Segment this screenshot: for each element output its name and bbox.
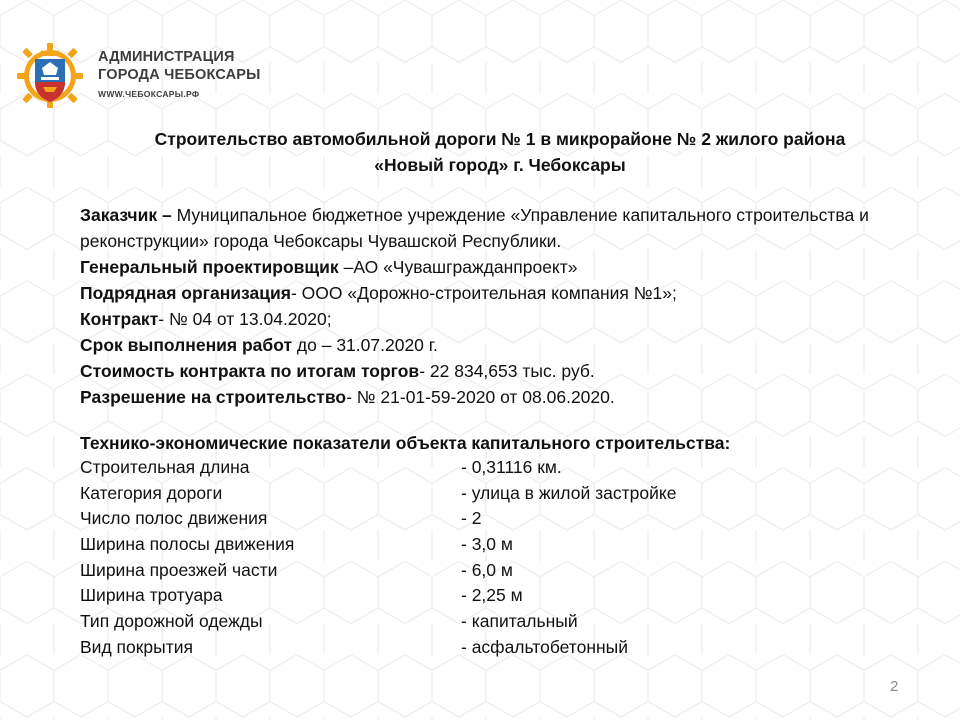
page-number: 2	[890, 678, 899, 695]
tech-param: Ширина проезжей части	[80, 559, 278, 580]
info-value: до – 31.07.2020 г.	[296, 335, 438, 355]
info-value: № 04 от 13.04.2020;	[168, 309, 332, 329]
info-row-customer	[80, 202, 900, 254]
organization-logo	[16, 42, 276, 108]
tech-value: - 0,31116 км.	[461, 457, 562, 477]
info-row-cost	[80, 358, 900, 384]
info-value: ООО «Дорожно-строительная компания №1»;	[301, 283, 677, 303]
tech-row	[80, 532, 780, 558]
info-label: Срок выполнения работ	[80, 335, 293, 355]
organization-name-line1: АДМИНИСТРАЦИЯ	[98, 49, 235, 65]
info-separator: -	[419, 361, 430, 381]
tech-param: Категория дороги	[80, 482, 223, 503]
tech-row	[80, 455, 780, 481]
info-label: Генеральный проектировщик	[80, 257, 339, 277]
title-line-2: «Новый город» г. Чебоксары	[374, 155, 626, 175]
tech-indicators-heading: Технико-экономические показатели объекта капитального строительства:	[80, 433, 731, 453]
title-line-1: Строительство автомобильной дороги № 1 в микрорайоне № 2 жилого района	[154, 129, 846, 149]
info-row-contract	[80, 306, 900, 332]
tech-param: Ширина полосы движения	[80, 534, 295, 555]
tech-value: - 2,25 м	[461, 585, 523, 606]
info-separator: -	[346, 387, 357, 407]
tech-value: - 6,0 м	[461, 559, 513, 580]
tech-param: Ширина тротуара	[80, 585, 223, 606]
info-separator: -	[158, 309, 169, 329]
info-label: Разрешение на строительство	[80, 387, 347, 407]
tech-row	[80, 558, 780, 584]
tech-row	[80, 506, 780, 532]
tech-row	[80, 635, 780, 661]
info-value: Муниципальное бюджетное учреждение «Управление капитального строительства и реконструкции» города Чебоксары Чувашской Республики.	[80, 205, 869, 251]
info-label: Подрядная организация	[80, 283, 291, 303]
tech-value: - улица в жилой застройке	[461, 482, 677, 503]
tech-value: - асфальтобетонный	[461, 636, 629, 657]
tech-param: Вид покрытия	[80, 636, 193, 657]
info-row-permit	[80, 384, 900, 410]
tech-param: Число полос движения	[80, 508, 268, 529]
info-label: Заказчик	[80, 205, 158, 225]
info-separator: –	[157, 205, 177, 225]
city-emblem-icon	[16, 42, 84, 108]
info-value: № 21-01-59-2020 от 08.06.2020.	[356, 387, 615, 407]
info-label: Контракт	[80, 309, 159, 329]
tech-row	[80, 609, 780, 635]
info-row-deadline	[80, 332, 900, 358]
info-label: Стоимость контракта по итогам торгов	[80, 361, 420, 381]
tech-param: Строительная длина	[80, 457, 250, 477]
info-separator: -	[290, 283, 302, 303]
tech-value: - 3,0 м	[461, 534, 513, 555]
info-separator: –	[338, 257, 354, 277]
website-url[interactable]: WWW.ЧЕБОКСАРЫ.РФ	[98, 89, 200, 99]
tech-row	[80, 583, 780, 609]
info-row-designer	[80, 254, 900, 280]
tech-param: Тип дорожной одежды	[80, 611, 263, 632]
tech-row	[80, 481, 780, 507]
document-title	[60, 126, 940, 178]
organization-name-line2: ГОРОДА ЧЕБОКСАРЫ	[98, 67, 261, 83]
info-value: 22 834,653 тыс. руб.	[429, 361, 595, 381]
info-row-contractor	[80, 280, 900, 306]
info-value: АО «Чувашгражданпроект»	[353, 257, 578, 277]
tech-value: - капитальный	[461, 611, 578, 632]
project-info	[80, 202, 900, 410]
tech-indicators-table	[80, 455, 780, 661]
tech-value: - 2	[461, 508, 482, 529]
